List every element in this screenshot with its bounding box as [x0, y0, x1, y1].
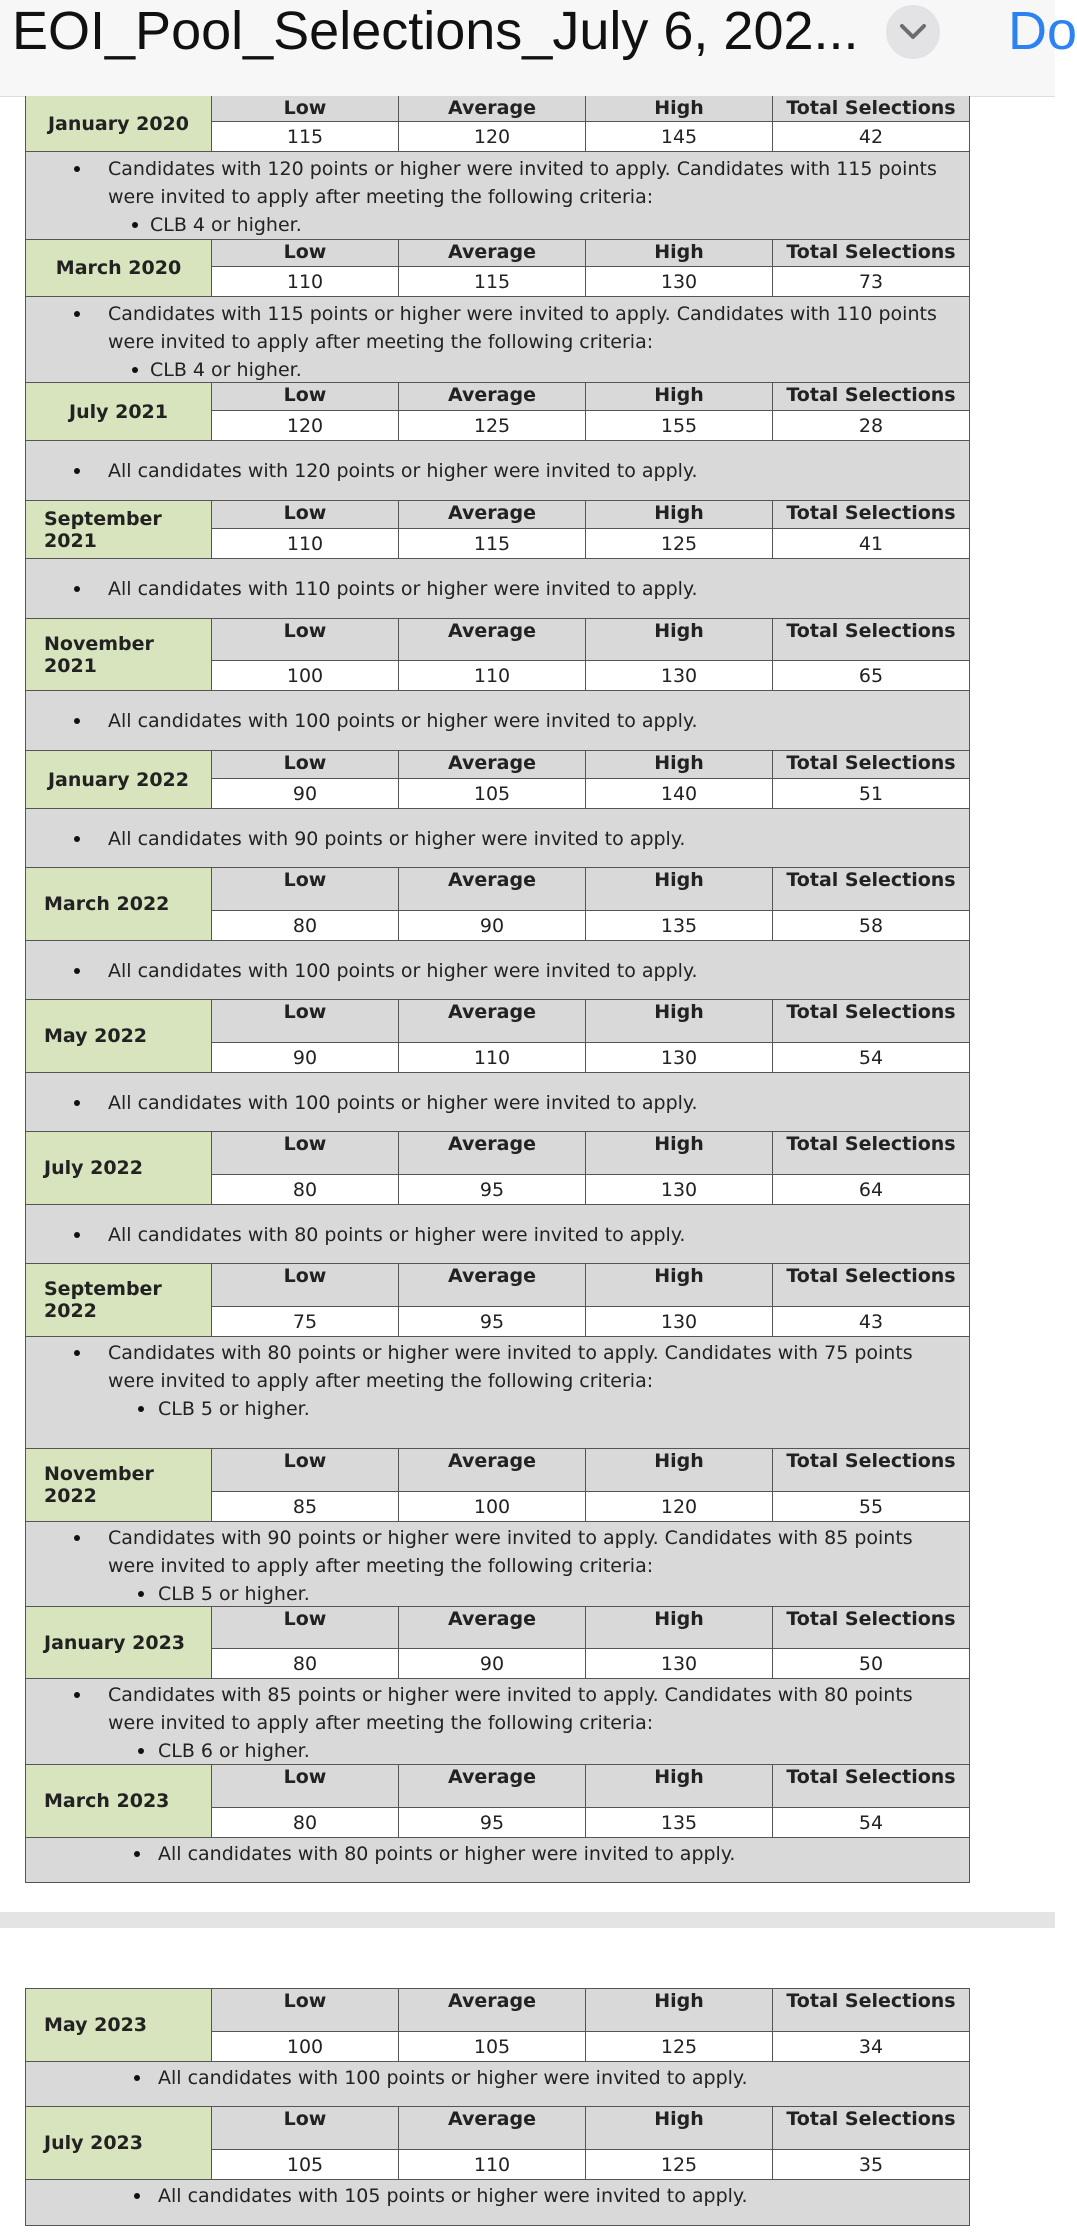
low-value: 80: [212, 1175, 399, 1204]
total-value: 54: [858, 1811, 884, 1834]
selection-header-january-2020: [26, 96, 969, 152]
col-average: Average: [399, 751, 586, 778]
selection-note: [26, 559, 969, 619]
average-value: 90: [399, 1649, 586, 1678]
col-low: Low: [212, 1264, 399, 1306]
high-value: 135: [586, 1808, 773, 1837]
selection-note: [26, 1679, 969, 1765]
selection-note: [26, 297, 969, 383]
low-value: 105: [212, 2150, 399, 2179]
col-high: High: [586, 619, 773, 660]
col-low: Low: [212, 2107, 399, 2149]
low-value: 80: [212, 1649, 399, 1678]
average-value: 110: [399, 2150, 586, 2179]
note-text: All candidates with 100 points or higher were invited to apply.: [26, 957, 969, 985]
selection-note: [26, 441, 969, 501]
selection-note: [26, 1073, 969, 1132]
low-value: 110: [212, 529, 399, 558]
document-page-2: [25, 1988, 970, 2226]
low-value: 85: [212, 1492, 399, 1521]
col-high: High: [586, 751, 773, 778]
page-separator: [0, 1912, 1055, 1928]
selection-header-september-2021: [26, 501, 969, 559]
month-label: July 2022: [26, 1132, 212, 1204]
col-high: High: [586, 1132, 773, 1174]
col-low: Low: [212, 240, 399, 266]
note-text: All candidates with 100 points or higher were invited to apply.: [26, 1089, 969, 1117]
col-high: High: [586, 1264, 773, 1306]
high-value: 120: [586, 1492, 773, 1521]
low-value: 120: [212, 411, 399, 440]
average-value: 95: [399, 1307, 586, 1336]
low-value: 100: [212, 661, 399, 690]
month-label: September 2021: [26, 501, 212, 558]
high-value: 125: [586, 2032, 773, 2061]
col-low: Low: [212, 1765, 399, 1807]
low-value: 75: [212, 1307, 399, 1336]
selection-note: [26, 809, 969, 868]
high-value: 135: [586, 911, 773, 940]
high-value: 130: [586, 661, 773, 690]
note-text: Candidates with 115 points or higher were invited to apply. Candidates with 110 points were invited to apply after meeting the following criteria:: [26, 300, 969, 356]
col-low: Low: [212, 96, 399, 121]
criteria-text: CLB 4 or higher.: [26, 356, 969, 384]
month-label: March 2020: [26, 240, 212, 296]
note-text: Candidates with 80 points or higher were invited to apply. Candidates with 75 points were invited to apply after meeting the following criteria:: [26, 1339, 969, 1395]
col-low: Low: [212, 383, 399, 410]
col-total: Total Selections: [786, 97, 956, 119]
note-text: Candidates with 90 points or higher were invited to apply. Candidates with 85 points were invited to apply after meeting the following criteria:: [26, 1524, 969, 1580]
low-value: 100: [212, 2032, 399, 2061]
col-high: High: [586, 501, 773, 528]
total-value: 64: [858, 1178, 884, 1201]
title-dropdown-button[interactable]: [886, 5, 940, 59]
month-label: March 2022: [26, 868, 212, 940]
low-value: 80: [212, 911, 399, 940]
note-text: All candidates with 90 points or higher were invited to apply.: [26, 825, 969, 853]
high-value: 130: [586, 1649, 773, 1678]
high-value: 155: [586, 411, 773, 440]
col-average: Average: [399, 1449, 586, 1491]
average-value: 100: [399, 1492, 586, 1521]
total-value: 28: [858, 414, 884, 437]
selection-header-march-2022: [26, 868, 969, 941]
col-average: Average: [399, 1264, 586, 1306]
criteria-text: CLB 5 or higher.: [26, 1395, 969, 1423]
col-low: Low: [212, 1607, 399, 1648]
average-value: 115: [399, 529, 586, 558]
note-text: All candidates with 110 points or higher were invited to apply.: [26, 575, 969, 603]
total-value: 54: [858, 1046, 884, 1069]
month-label: January 2022: [26, 751, 212, 808]
total-value: 41: [858, 532, 884, 555]
note-text: Candidates with 120 points or higher were invited to apply. Candidates with 115 points were invited to apply after meeting the following criteria:: [26, 155, 969, 211]
total-value: 55: [858, 1495, 884, 1518]
col-low: Low: [212, 1449, 399, 1491]
low-value: 90: [212, 1043, 399, 1072]
total-value: 50: [858, 1652, 884, 1675]
col-average: Average: [399, 868, 586, 910]
col-low: Low: [212, 619, 399, 660]
document-title: EOI_Pool_Selections_July 6, 202...: [12, 1, 859, 61]
total-value: 73: [858, 270, 884, 293]
high-value: 130: [586, 1043, 773, 1072]
col-high: High: [586, 1000, 773, 1042]
selection-note: [26, 1838, 969, 1882]
selection-header-march-2020: [26, 240, 969, 297]
col-average: Average: [399, 96, 586, 121]
col-total: Total Selections: [786, 752, 956, 774]
col-high: High: [586, 1607, 773, 1648]
month-label: May 2023: [26, 1989, 212, 2061]
month-label: September 2022: [26, 1264, 212, 1336]
average-value: 95: [399, 1175, 586, 1204]
document-page-1: [25, 96, 970, 1883]
high-value: 145: [586, 122, 773, 151]
col-low: Low: [212, 1000, 399, 1042]
selection-header-july-2023: [26, 2107, 969, 2180]
total-value: 51: [858, 782, 884, 805]
total-value: 43: [858, 1310, 884, 1333]
low-value: 90: [212, 779, 399, 808]
col-low: Low: [212, 1132, 399, 1174]
selection-header-november-2022: [26, 1449, 969, 1522]
selection-header-september-2022: [26, 1264, 969, 1337]
total-value: 65: [858, 664, 884, 687]
high-value: 130: [586, 1175, 773, 1204]
note-text: All candidates with 100 points or higher were invited to apply.: [26, 707, 969, 735]
col-total: Total Selections: [786, 384, 956, 406]
col-high: High: [586, 96, 773, 121]
col-average: Average: [399, 1989, 586, 2031]
high-value: 125: [586, 529, 773, 558]
note-text: All candidates with 80 points or higher were invited to apply.: [26, 1840, 969, 1868]
average-value: 95: [399, 1808, 586, 1837]
col-high: High: [586, 1765, 773, 1807]
document-toolbar: [0, 0, 1077, 97]
selection-header-march-2023: [26, 1765, 969, 1838]
col-average: Average: [399, 1765, 586, 1807]
average-value: 105: [399, 779, 586, 808]
selection-header-may-2023: [26, 1989, 969, 2062]
criteria-text: CLB 4 or higher.: [26, 211, 969, 239]
col-average: Average: [399, 1132, 586, 1174]
done-button[interactable]: Do: [1008, 1, 1077, 61]
col-total: Total Selections: [786, 241, 956, 263]
selection-header-may-2022: [26, 1000, 969, 1073]
col-high: High: [586, 1449, 773, 1491]
month-label: July 2023: [26, 2107, 212, 2179]
col-total: Total Selections: [786, 869, 956, 891]
month-label: January 2020: [26, 96, 212, 151]
col-low: Low: [212, 501, 399, 528]
high-value: 140: [586, 779, 773, 808]
selection-header-january-2022: [26, 751, 969, 809]
col-average: Average: [399, 619, 586, 660]
selection-header-january-2023: [26, 1607, 969, 1679]
month-label: November 2022: [26, 1449, 212, 1521]
col-average: Average: [399, 1607, 586, 1648]
note-text: All candidates with 80 points or higher were invited to apply.: [26, 1221, 969, 1249]
col-average: Average: [399, 2107, 586, 2149]
col-high: High: [586, 2107, 773, 2149]
col-average: Average: [399, 383, 586, 410]
col-average: Average: [399, 501, 586, 528]
chevron-down-icon: [899, 23, 927, 41]
selection-note: [26, 2180, 969, 2225]
note-text: All candidates with 100 points or higher were invited to apply.: [26, 2064, 969, 2092]
selection-note: [26, 1337, 969, 1449]
average-value: 115: [399, 267, 586, 296]
month-label: March 2023: [26, 1765, 212, 1837]
high-value: 130: [586, 1307, 773, 1336]
selection-note: [26, 1205, 969, 1264]
note-text: Candidates with 85 points or higher were invited to apply. Candidates with 80 points were invited to apply after meeting the following criteria:: [26, 1681, 969, 1737]
col-high: High: [586, 868, 773, 910]
col-total: Total Selections: [786, 1608, 956, 1630]
col-total: Total Selections: [786, 620, 956, 642]
col-total: Total Selections: [786, 1001, 956, 1023]
low-value: 110: [212, 267, 399, 296]
selection-note: [26, 941, 969, 1000]
col-total: Total Selections: [786, 502, 956, 524]
criteria-text: CLB 6 or higher.: [26, 1737, 969, 1765]
selection-note: [26, 691, 969, 751]
average-value: 125: [399, 411, 586, 440]
col-total: Total Selections: [786, 1133, 956, 1155]
total-value: 34: [858, 2035, 884, 2058]
total-value: 58: [858, 914, 884, 937]
low-value: 80: [212, 1808, 399, 1837]
selection-note: [26, 2062, 969, 2107]
selection-note: [26, 1522, 969, 1607]
average-value: 110: [399, 661, 586, 690]
col-low: Low: [212, 1989, 399, 2031]
month-label: May 2022: [26, 1000, 212, 1072]
note-text: All candidates with 105 points or higher were invited to apply.: [26, 2182, 969, 2210]
col-total: Total Selections: [786, 1766, 956, 1788]
col-total: Total Selections: [786, 1990, 956, 2012]
criteria-text: CLB 5 or higher.: [26, 1580, 969, 1608]
col-high: High: [586, 240, 773, 266]
col-total: Total Selections: [786, 2108, 956, 2130]
selection-header-july-2021: [26, 383, 969, 441]
month-label: July 2021: [26, 383, 212, 440]
col-high: High: [586, 383, 773, 410]
selection-note: [26, 152, 969, 240]
selection-header-november-2021: [26, 619, 969, 691]
col-low: Low: [212, 751, 399, 778]
low-value: 115: [212, 122, 399, 151]
high-value: 125: [586, 2150, 773, 2179]
col-high: High: [586, 1989, 773, 2031]
month-label: November 2021: [26, 619, 212, 690]
col-total: Total Selections: [786, 1265, 956, 1287]
total-value: 42: [858, 125, 884, 148]
average-value: 90: [399, 911, 586, 940]
high-value: 130: [586, 267, 773, 296]
average-value: 105: [399, 2032, 586, 2061]
average-value: 120: [399, 122, 586, 151]
month-label: January 2023: [26, 1607, 212, 1678]
selection-header-july-2022: [26, 1132, 969, 1205]
col-low: Low: [212, 868, 399, 910]
col-average: Average: [399, 1000, 586, 1042]
col-total: Total Selections: [786, 1450, 956, 1472]
note-text: All candidates with 120 points or higher were invited to apply.: [26, 457, 969, 485]
average-value: 110: [399, 1043, 586, 1072]
total-value: 35: [858, 2153, 884, 2176]
col-average: Average: [399, 240, 586, 266]
